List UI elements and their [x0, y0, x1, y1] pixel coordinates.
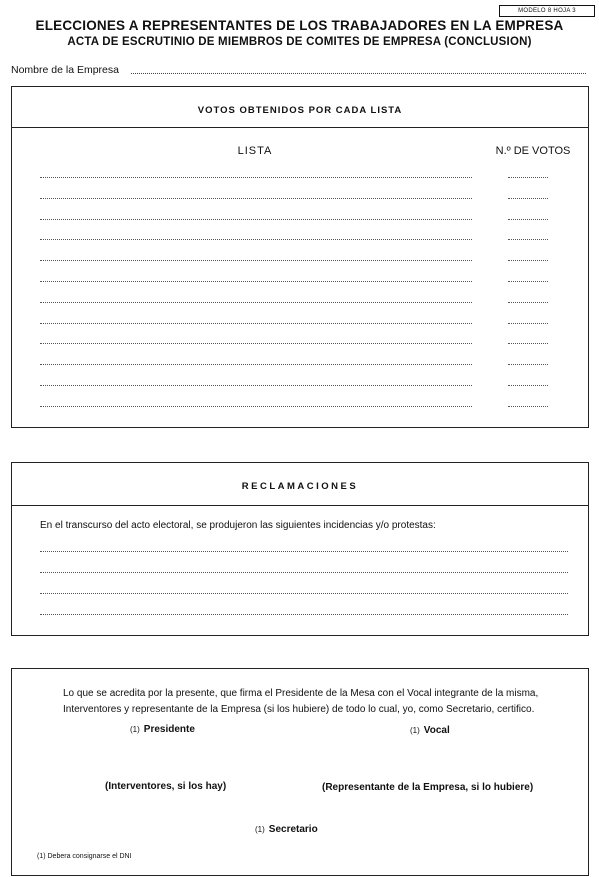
company-representative-signature-label: (Representante de la Empresa, si lo hubiere): [322, 782, 534, 793]
list-entry-line[interactable]: [40, 281, 472, 282]
claims-entry-line[interactable]: [40, 551, 568, 552]
list-entry-line[interactable]: [40, 364, 472, 365]
list-column-header: LISTA: [237, 145, 273, 157]
president-label: Presidente: [143, 724, 195, 735]
president-signature-label: [130, 724, 195, 735]
votes-entry-line[interactable]: [508, 177, 548, 178]
footnote: (1) Debera consignarse el DNI: [37, 853, 132, 860]
list-entry-line[interactable]: [40, 219, 472, 220]
claims-intro-text: En el transcurso del acto electoral, se produjeron las siguientes incidencias y/o protestas:: [40, 520, 436, 531]
votes-entry-line[interactable]: [508, 281, 548, 282]
footnote-ref: (1): [255, 825, 265, 834]
page-subtitle: ACTA DE ESCRUTINIO DE MIEMBROS DE COMITES DE EMPRESA (CONCLUSION): [67, 36, 532, 48]
form-model-badge: MODELO 8 HOJA 3: [499, 5, 595, 17]
votes-entry-line[interactable]: [508, 198, 548, 199]
certification-section: [11, 668, 589, 876]
secretary-label: Secretario: [268, 824, 318, 835]
votes-entry-line[interactable]: [508, 219, 548, 220]
vocal-signature-label: [410, 725, 450, 736]
secretary-signature-label: [255, 824, 318, 835]
certification-text-line-2: Interventores y representante de la Empresa (si los hubiere) de todo lo cual, yo, como Secretario, certifico.: [63, 704, 535, 715]
certification-text-line-1: Lo que se acredita por la presente, que firma el Presidente de la Mesa con el Vocal integrante de la misma,: [63, 688, 539, 699]
votes-heading: VOTOS OBTENIDOS POR CADA LISTA: [197, 105, 403, 116]
footnote-ref: (1): [130, 725, 140, 734]
list-entry-line[interactable]: [40, 177, 472, 178]
list-entry-line[interactable]: [40, 385, 472, 386]
votes-entry-line[interactable]: [508, 364, 548, 365]
claims-entry-line[interactable]: [40, 614, 568, 615]
list-entry-line[interactable]: [40, 260, 472, 261]
votes-entry-line[interactable]: [508, 302, 548, 303]
list-entry-line[interactable]: [40, 323, 472, 324]
list-entry-line[interactable]: [40, 239, 472, 240]
page-title: ELECCIONES A REPRESENTANTES DE LOS TRABAJADORES EN LA EMPRESA: [35, 18, 564, 33]
interventores-signature-label: (Interventores, si los hay): [105, 781, 227, 792]
list-entry-line[interactable]: [40, 198, 472, 199]
list-entry-line[interactable]: [40, 343, 472, 344]
claims-entry-line[interactable]: [40, 593, 568, 594]
list-entry-line[interactable]: [40, 302, 472, 303]
votes-entry-line[interactable]: [508, 323, 548, 324]
claims-entry-line[interactable]: [40, 572, 568, 573]
company-name-field[interactable]: [131, 73, 586, 74]
claims-divider: [11, 505, 589, 506]
votes-entry-line[interactable]: [508, 239, 548, 240]
votes-column-header: N.º DE VOTOS: [495, 145, 571, 157]
list-entry-line[interactable]: [40, 406, 472, 407]
votes-entry-line[interactable]: [508, 260, 548, 261]
votes-divider: [11, 127, 589, 128]
footnote-ref: (1): [410, 726, 420, 735]
vocal-label: Vocal: [423, 725, 450, 736]
company-name-label: Nombre de la Empresa: [11, 64, 119, 76]
votes-entry-line[interactable]: [508, 343, 548, 344]
votes-entry-line[interactable]: [508, 406, 548, 407]
votes-section: [11, 86, 589, 428]
votes-entry-line[interactable]: [508, 385, 548, 386]
claims-heading: RECLAMACIONES: [241, 481, 359, 492]
